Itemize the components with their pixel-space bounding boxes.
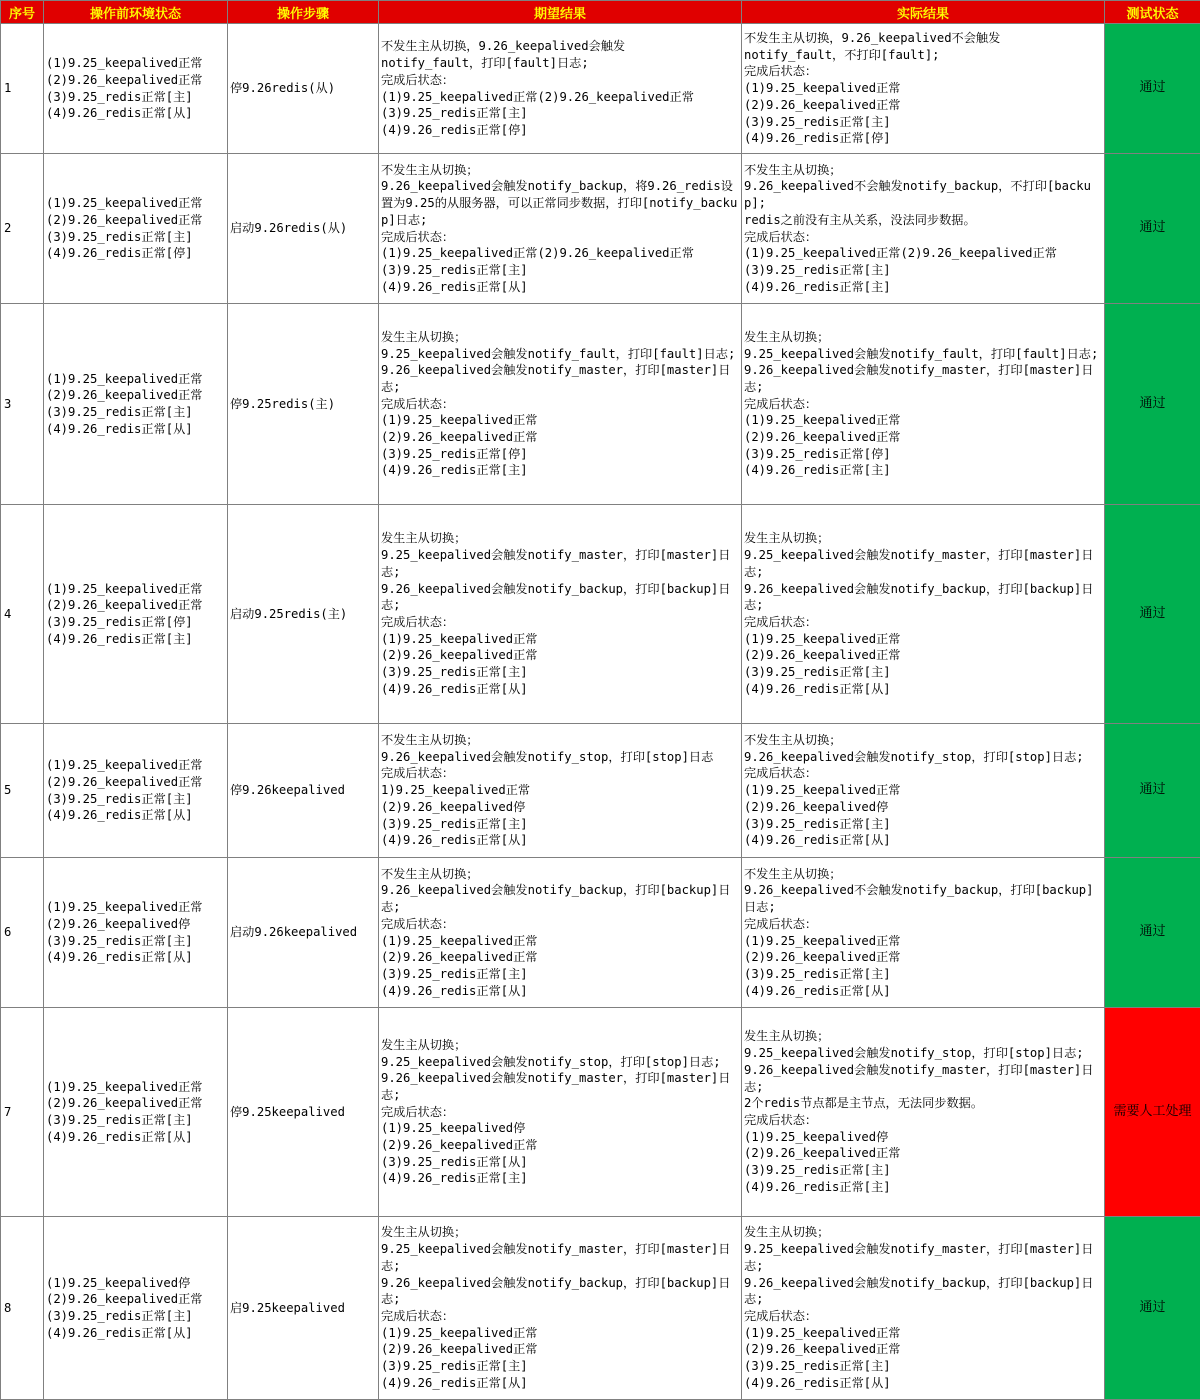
header-actual-result: 实际结果: [742, 1, 1105, 24]
cell-test-status: 通过: [1105, 858, 1200, 1008]
cell-test-status: 通过: [1105, 304, 1200, 505]
cell-serial-number: 7: [1, 1008, 44, 1217]
cell-test-status: 通过: [1105, 724, 1200, 858]
header-operation-step: 操作步骤: [228, 1, 379, 24]
cell-actual-result: 发生主从切换； 9.25_keepalived会触发notify_master，打印[master]日志; 9.26_keepalived会触发notify_backup，打印[backup]日志; 完成后状态： (1)9.25_keepalived正常 (2)9.26_keepalived正常 (3)9.25_redis正常[主] (4)9.26_redis正常[从]: [742, 505, 1105, 724]
cell-expected-result: 不发生主从切换； 9.26_keepalived会触发notify_stop，打印[stop]日志 完成后状态： 1)9.25_keepalived正常 (2)9.26_keepalived停 (3)9.25_redis正常[主] (4)9.26_redis正常[从]: [379, 724, 742, 858]
cell-operation-step: 停9.25keepalived: [228, 1008, 379, 1217]
cell-actual-result: 不发生主从切换； 9.26_keepalived不会触发notify_backup，打印[backup]日志; 完成后状态： (1)9.25_keepalived正常 (2)9.26_keepalived正常 (3)9.25_redis正常[主] (4)9.26_redis正常[从]: [742, 858, 1105, 1008]
table-row: [1, 304, 1200, 505]
cell-pre-state: (1)9.25_keepalived正常 (2)9.26_keepalived正常 (3)9.25_redis正常[主] (4)9.26_redis正常[从]: [44, 304, 228, 505]
table-row: [1, 505, 1200, 724]
cell-test-status: 需要人工处理: [1105, 1008, 1200, 1217]
cell-serial-number: 2: [1, 154, 44, 304]
cell-operation-step: 停9.26keepalived: [228, 724, 379, 858]
header-row: [1, 1, 1200, 24]
cell-actual-result: 不发生主从切换； 9.26_keepalived会触发notify_stop，打印[stop]日志; 完成后状态： (1)9.25_keepalived正常 (2)9.26_keepalived停 (3)9.25_redis正常[主] (4)9.26_redis正常[从]: [742, 724, 1105, 858]
cell-actual-result: 发生主从切换； 9.25_keepalived会触发notify_fault，打印[fault]日志; 9.26_keepalived会触发notify_master，打印[master]日志; 完成后状态： (1)9.25_keepalived正常 (2)9.26_keepalived正常 (3)9.25_redis正常[停] (4)9.26_redis正常[主]: [742, 304, 1105, 505]
header-pre-state: 操作前环境状态: [44, 1, 228, 24]
cell-operation-step: 启动9.26keepalived: [228, 858, 379, 1008]
cell-pre-state: (1)9.25_keepalived停 (2)9.26_keepalived正常 (3)9.25_redis正常[主] (4)9.26_redis正常[从]: [44, 1217, 228, 1400]
cell-serial-number: 8: [1, 1217, 44, 1400]
cell-operation-step: 启9.25keepalived: [228, 1217, 379, 1400]
cell-serial-number: 4: [1, 505, 44, 724]
cell-expected-result: 不发生主从切换； 9.26_keepalived会触发notify_backup，将9.26_redis设置为9.25的从服务器，可以正常同步数据，打印[notify_backup]日志; 完成后状态： (1)9.25_keepalived正常(2)9.26_keepalived正常 (3)9.25_redis正常[主] (4)9.26_redis正常[从]: [379, 154, 742, 304]
cell-serial-number: 5: [1, 724, 44, 858]
cell-expected-result: 发生主从切换； 9.25_keepalived会触发notify_stop，打印[stop]日志; 9.26_keepalived会触发notify_master，打印[master]日志; 完成后状态： (1)9.25_keepalived停 (2)9.26_keepalived正常 (3)9.25_redis正常[从] (4)9.26_redis正常[主]: [379, 1008, 742, 1217]
cell-test-status: 通过: [1105, 505, 1200, 724]
cell-actual-result: 发生主从切换； 9.25_keepalived会触发notify_master，打印[master]日志; 9.26_keepalived会触发notify_backup，打印[backup]日志; 完成后状态： (1)9.25_keepalived正常 (2)9.26_keepalived正常 (3)9.25_redis正常[主] (4)9.26_redis正常[从]: [742, 1217, 1105, 1400]
cell-pre-state: (1)9.25_keepalived正常 (2)9.26_keepalived停 (3)9.25_redis正常[主] (4)9.26_redis正常[从]: [44, 858, 228, 1008]
cell-serial-number: 1: [1, 24, 44, 154]
cell-actual-result: 不发生主从切换，9.26_keepalived不会触发 notify_fault，不打印[fault]; 完成后状态： (1)9.25_keepalived正常 (2)9.26_keepalived正常 (3)9.25_redis正常[主] (4)9.26_redis正常[停]: [742, 24, 1105, 154]
cell-serial-number: 6: [1, 858, 44, 1008]
cell-pre-state: (1)9.25_keepalived正常 (2)9.26_keepalived正常 (3)9.25_redis正常[主] (4)9.26_redis正常[停]: [44, 154, 228, 304]
cell-operation-step: 停9.26redis(从): [228, 24, 379, 154]
cell-pre-state: (1)9.25_keepalived正常 (2)9.26_keepalived正常 (3)9.25_redis正常[主] (4)9.26_redis正常[从]: [44, 24, 228, 154]
cell-serial-number: 3: [1, 304, 44, 505]
cell-actual-result: 不发生主从切换； 9.26_keepalived不会触发notify_backup，不打印[backup]; redis之前没有主从关系，没法同步数据。 完成后状态： (1)9.25_keepalived正常(2)9.26_keepalived正常 (3)9.25_redis正常[主] (4)9.26_redis正常[主]: [742, 154, 1105, 304]
header-test-status: 测试状态: [1105, 1, 1200, 24]
header-expected-result: 期望结果: [379, 1, 742, 24]
cell-actual-result: 发生主从切换； 9.25_keepalived会触发notify_stop，打印[stop]日志; 9.26_keepalived会触发notify_master，打印[master]日志; 2个redis节点都是主节点，无法同步数据。 完成后状态： (1)9.25_keepalived停 (2)9.26_keepalived正常 (3)9.25_redis正常[主] (4)9.26_redis正常[主]: [742, 1008, 1105, 1217]
cell-expected-result: 发生主从切换； 9.25_keepalived会触发notify_master，打印[master]日志; 9.26_keepalived会触发notify_backup，打印[backup]日志; 完成后状态： (1)9.25_keepalived正常 (2)9.26_keepalived正常 (3)9.25_redis正常[主] (4)9.26_redis正常[从]: [379, 1217, 742, 1400]
cell-test-status: 通过: [1105, 24, 1200, 154]
cell-pre-state: (1)9.25_keepalived正常 (2)9.26_keepalived正常 (3)9.25_redis正常[停] (4)9.26_redis正常[主]: [44, 505, 228, 724]
table-row: [1, 1008, 1200, 1217]
table-row: [1, 154, 1200, 304]
cell-pre-state: (1)9.25_keepalived正常 (2)9.26_keepalived正常 (3)9.25_redis正常[主] (4)9.26_redis正常[从]: [44, 1008, 228, 1217]
cell-operation-step: 停9.25redis(主): [228, 304, 379, 505]
header-serial-number: 序号: [1, 1, 44, 24]
cell-test-status: 通过: [1105, 154, 1200, 304]
cell-operation-step: 启动9.25redis(主): [228, 505, 379, 724]
cell-expected-result: 不发生主从切换，9.26_keepalived会触发 notify_fault，打印[fault]日志; 完成后状态： (1)9.25_keepalived正常(2)9.26_keepalived正常 (3)9.25_redis正常[主] (4)9.26_redis正常[停]: [379, 24, 742, 154]
cell-operation-step: 启动9.26redis(从): [228, 154, 379, 304]
cell-pre-state: (1)9.25_keepalived正常 (2)9.26_keepalived正常 (3)9.25_redis正常[主] (4)9.26_redis正常[从]: [44, 724, 228, 858]
cell-test-status: 通过: [1105, 1217, 1200, 1400]
table-row: [1, 24, 1200, 154]
table-row: [1, 724, 1200, 858]
cell-expected-result: 发生主从切换； 9.25_keepalived会触发notify_master，打印[master]日志; 9.26_keepalived会触发notify_backup，打印[backup]日志; 完成后状态： (1)9.25_keepalived正常 (2)9.26_keepalived正常 (3)9.25_redis正常[主] (4)9.26_redis正常[从]: [379, 505, 742, 724]
cell-expected-result: 不发生主从切换； 9.26_keepalived会触发notify_backup，打印[backup]日志; 完成后状态： (1)9.25_keepalived正常 (2)9.26_keepalived正常 (3)9.25_redis正常[主] (4)9.26_redis正常[从]: [379, 858, 742, 1008]
cell-expected-result: 发生主从切换； 9.25_keepalived会触发notify_fault，打印[fault]日志; 9.26_keepalived会触发notify_master，打印[master]日志; 完成后状态： (1)9.25_keepalived正常 (2)9.26_keepalived正常 (3)9.25_redis正常[停] (4)9.26_redis正常[主]: [379, 304, 742, 505]
table-row: [1, 1217, 1200, 1400]
table-row: [1, 858, 1200, 1008]
